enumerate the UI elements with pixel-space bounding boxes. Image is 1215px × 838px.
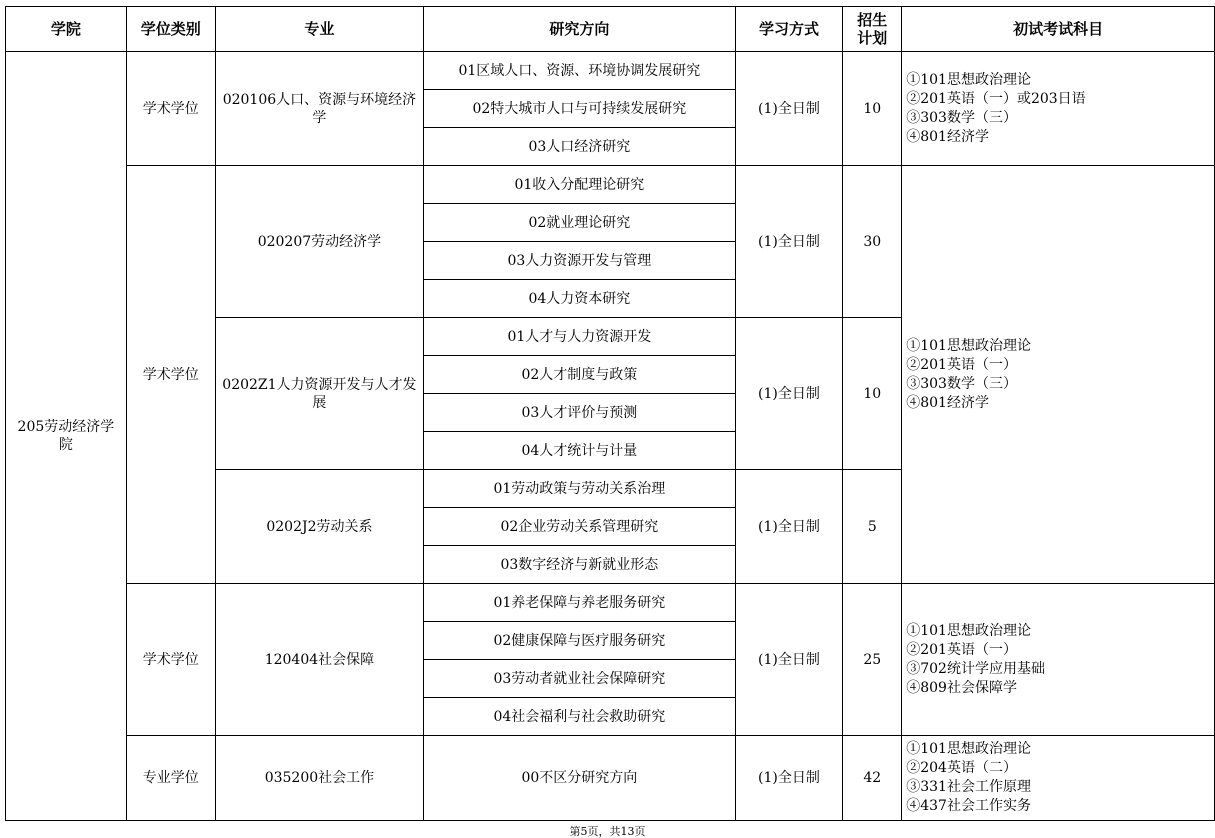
direction-cell: 04社会福利与社会救助研究 [424,698,735,736]
degree-cell: 学术学位 [126,52,215,166]
table-row [6,584,1215,622]
header-plan [843,7,902,52]
college-name: 205劳动经济学院 [17,419,115,453]
mode-cell: (1)全日制 [735,736,843,821]
exam-subject: ③702统计学应用基础 [906,660,1045,677]
page-footer: 第5页，共13页 [569,825,646,838]
exam-subject: ④801经济学 [906,128,989,145]
exam-subject: ②201英语（一） [906,641,1017,658]
plan-cell: 25 [843,584,902,736]
direction-cell: 02特大城市人口与可持续发展研究 [424,90,735,128]
exam-subject: ③303数学（三） [906,109,1017,126]
plan-cell: 10 [843,318,902,470]
degree-cell: 学术学位 [126,166,215,584]
mode-cell: (1)全日制 [735,470,843,584]
table-row [6,52,1215,90]
header-row [6,7,1215,52]
exam-subject: ②201英语（一） [906,356,1017,373]
degree-cell: 学术学位 [126,584,215,736]
mode-cell: (1)全日制 [735,166,843,318]
plan-cell: 30 [843,166,902,318]
direction-cell: 02人才制度与政策 [424,356,735,394]
direction-cell: 02企业劳动关系管理研究 [424,508,735,546]
exam-subject: ④801经济学 [906,394,989,411]
major-name: 0202Z1人力资源开发与人才发展 [222,376,417,411]
header-degree-type: 学位类别 [126,7,215,52]
header-plan-line1: 招生 [857,11,888,29]
major-cell [215,318,424,470]
direction-cell: 01收入分配理论研究 [424,166,735,204]
table-row [6,166,1215,204]
direction-cell: 01劳动政策与劳动关系治理 [424,470,735,508]
exam-cell [902,52,1215,166]
exam-subject: ③303数学（三） [906,375,1017,392]
major-cell: 120404社会保障 [215,584,424,736]
table-row [6,736,1215,821]
header-exam: 初试考试科目 [902,7,1215,52]
exam-subject: ④437社会工作实务 [906,798,1031,814]
direction-cell: 02就业理论研究 [424,204,735,242]
mode-cell: (1)全日制 [735,318,843,470]
header-plan-line2: 计划 [857,29,888,47]
exam-subject: ②204英语（二） [906,760,1017,776]
exam-subject: ②201英语（一）或203日语 [906,90,1086,107]
plan-cell: 5 [843,470,902,584]
major-cell [215,52,424,166]
plan-cell: 42 [843,736,902,821]
mode-cell: (1)全日制 [735,52,843,166]
direction-cell: 01养老保障与养老服务研究 [424,584,735,622]
direction-cell: 04人力资本研究 [424,280,735,318]
plan-cell: 10 [843,52,902,166]
major-cell: 0202J2劳动关系 [215,470,424,584]
mode-cell: (1)全日制 [735,584,843,736]
direction-cell: 03人力资源开发与管理 [424,242,735,280]
direction-cell: 01区域人口、资源、环境协调发展研究 [424,52,735,90]
major-cell: 035200社会工作 [215,736,424,821]
college-cell [6,52,127,821]
direction-cell: 01人才与人力资源开发 [424,318,735,356]
exam-cell [902,736,1215,821]
exam-subject: ①101思想政治理论 [906,741,1031,757]
direction-cell: 00不区分研究方向 [424,736,735,821]
direction-cell: 02健康保障与医疗服务研究 [424,622,735,660]
header-study-mode: 学习方式 [735,7,843,52]
header-college: 学院 [6,7,127,52]
direction-cell: 03人才评价与预测 [424,394,735,432]
header-direction: 研究方向 [424,7,735,52]
direction-cell: 03人口经济研究 [424,128,735,166]
degree-cell: 专业学位 [126,736,215,821]
exam-cell [902,166,1215,584]
exam-subject: ①101思想政治理论 [906,622,1031,639]
direction-cell: 04人才统计与计量 [424,432,735,470]
enrollment-table [5,6,1215,821]
exam-subject: ④809社会保障学 [906,679,1017,696]
exam-subject: ③331社会工作原理 [906,779,1031,795]
direction-cell: 03数字经济与新就业形态 [424,546,735,584]
header-major: 专业 [215,7,424,52]
direction-cell: 03劳动者就业社会保障研究 [424,660,735,698]
exam-subject: ①101思想政治理论 [906,337,1031,354]
exam-subject: ①101思想政治理论 [906,71,1031,88]
major-cell: 020207劳动经济学 [215,166,424,318]
exam-cell [902,584,1215,736]
major-name: 020106人口、资源与环境经济学 [222,91,417,126]
